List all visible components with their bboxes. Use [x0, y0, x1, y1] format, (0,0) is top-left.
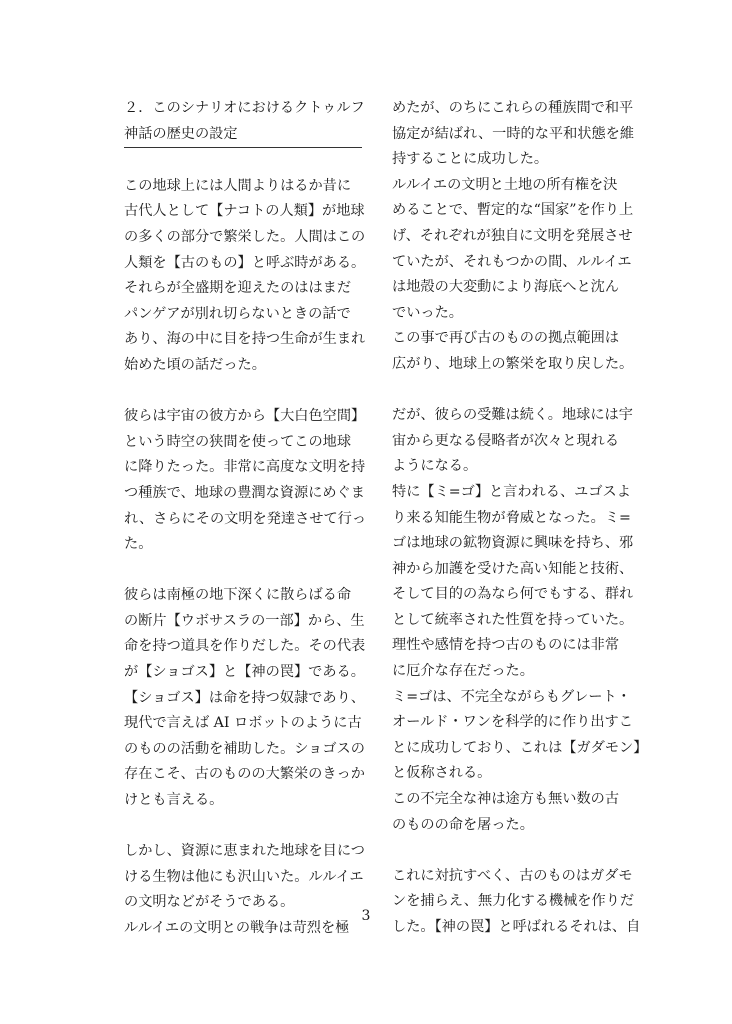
text-line: 命を持つ道具を作りだした。その代表 [124, 638, 366, 655]
left-column [124, 96, 372, 942]
right-column [392, 96, 648, 941]
text-line: あり、海の中に目を持つ生命が生まれ [124, 331, 366, 348]
text-line: ミ=ゴは、不完全ながらもグレート・ [392, 688, 631, 705]
text-line: めることで、暫定的な“国家”を作り上 [392, 202, 634, 219]
text-line: ルルイエの文明と土地の所有権を決 [392, 176, 618, 193]
text-line: した。【神の罠】と呼ばれるそれは、自 [392, 919, 641, 935]
text-line: に降りたった。非常に高度な文明を持 [124, 459, 366, 476]
paragraph [392, 96, 640, 378]
text-line: オールド・ワンを科学的に作り出すこ [392, 714, 633, 731]
section-heading [124, 96, 365, 148]
text-line: でいった。 [392, 304, 463, 321]
text-line: 古代人として【ナコトの人類】が地球 [124, 203, 365, 220]
text-line: が【ショゴス】と【神の罠】である。 [124, 664, 365, 681]
text-line: これに対抗すべく、古のものはガダモ [392, 867, 633, 884]
text-line: た。 [124, 536, 153, 553]
text-line: 広がり、地球上の繁栄を取り戻した。 [392, 355, 634, 372]
text-line: 存在こそ、古のものの大繁栄のきっか [124, 766, 365, 783]
text-line: という時空の狭間を使ってこの地球 [124, 433, 352, 450]
text-line: れ、さらにその文明を発達させて行っ [124, 510, 367, 527]
text-line: ゴは地球の鉱物資源に興味を持ち、邪 [392, 535, 634, 552]
text-line: ルルイエの文明との戦争は苛烈を極 [124, 920, 350, 936]
text-line: に厄介な存在だった。 [392, 663, 534, 680]
paragraph [124, 583, 372, 813]
text-line: げ、それぞれが独自に文明を発展させ [392, 227, 633, 244]
page-number: 3 [361, 908, 371, 924]
paragraph [124, 404, 372, 558]
text-line: 特に【ミ=ゴ】と言われる、ユゴスよ [392, 483, 631, 500]
text-line: この不完全な神は途方も無い数の古 [392, 791, 620, 808]
text-line: 現代で言えば AI ロボットのように古 [124, 715, 362, 732]
text-line: 神から加護を受けた高い知能と技術、 [392, 560, 634, 577]
text-line: けとも言える。 [124, 792, 224, 809]
text-line: として統率された性質を持っていた。 [392, 611, 634, 628]
text-line: の断片【ウボサスラの一部】から、生 [124, 612, 365, 629]
text-line: しかし、資源に恵まれた地球を目につ [124, 843, 365, 860]
text-line: 始めた頃の話だった。 [124, 356, 266, 373]
text-line: とに成功しており、これは【ガダモン】 [392, 739, 648, 756]
text-line: 人類を【古のもの】と呼ぶ時がある。 [124, 254, 366, 271]
text-line: の文明などがそうである。 [124, 894, 295, 911]
heading-line: ２．このシナリオにおけるクトゥルフ [124, 100, 365, 116]
text-line: ける生物は他にも沢山いた。ルルイエ [124, 868, 364, 885]
text-line: この事で再び古のものの拠点範囲は [392, 330, 620, 347]
text-line: ようになる。 [392, 458, 478, 475]
heading-line: 神話の歴史の設定 [124, 125, 238, 142]
text-line: パンゲアが別れ切らないときの話で [124, 305, 351, 322]
text-line: の多くの部分で繁栄した。人間はこの [124, 228, 366, 245]
text-line: と仮称される。 [392, 765, 492, 782]
text-line: は地殻の大変動により海底へと沈ん [392, 279, 620, 296]
text-line: だが、彼らの受難は続く。地球には宇 [392, 407, 633, 424]
text-line: 協定が結ばれ、一時的な平和状態を維 [392, 125, 635, 142]
text-line: 【ショゴス】は命を持つ奴隷であり、 [124, 689, 365, 706]
text-line: この地球上には人間よりはるか昔に [124, 177, 352, 194]
paragraph [392, 864, 640, 941]
text-line: そして目的の為なら何でもする、群れ [392, 586, 634, 603]
paragraph [124, 839, 372, 941]
text-line: 宙から更なる侵略者が次々と現れる [392, 432, 620, 449]
text-line: 持することに成功した。 [392, 151, 549, 168]
text-line: めたが、のちにこれらの種族間で和平 [392, 100, 634, 116]
text-line: つ種族で、地球の豊潤な資源にめぐま [124, 484, 365, 501]
text-line: 彼らは宇宙の彼方から【大白色空間】 [124, 408, 366, 425]
text-line: ていたが、それもつかの間、ルルイエ [392, 253, 632, 270]
paragraph [392, 403, 648, 838]
text-line: のものの活動を補助した。ショゴスの [124, 740, 365, 757]
text-line: のものの命を屠った。 [392, 816, 534, 833]
text-line: 彼らは南極の地下深くに散らばる命 [124, 587, 352, 604]
text-line: り来る知能生物が脅威となった。ミ= [392, 509, 631, 526]
paragraph [124, 174, 372, 379]
text-line: ンを捕らえ、無力化する機械を作りだ [392, 893, 635, 910]
text-line: それらが全盛期を迎えたのははまだ [124, 280, 352, 297]
text-line: 理性や感情を持つ古のものには非常 [392, 637, 620, 654]
